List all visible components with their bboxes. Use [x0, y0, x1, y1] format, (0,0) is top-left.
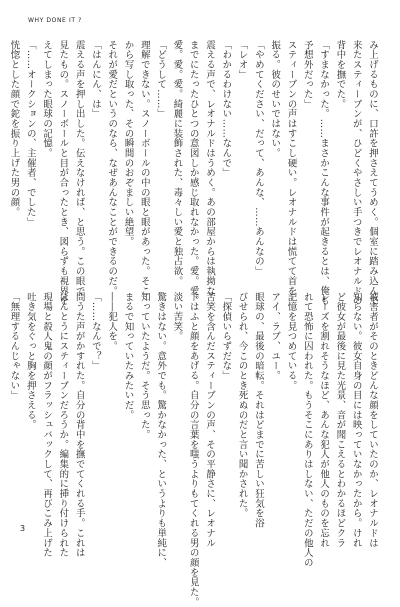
text-line: レーズを割れそうなほど、あんな犯人が他人のものを忘れ: [318, 292, 330, 548]
text-line: み上げるものに、口許を押さえてうめく。個室に踏み込んで: [367, 40, 378, 306]
running-header: WHY DONE IT ?: [28, 17, 82, 24]
text-line: 愛。愛。愛。綺麗に装飾された、毒々しい愛と独占欲。: [171, 40, 183, 286]
text-line: それが愛だというのなら、なぜあんなことができるのだ。: [106, 40, 118, 296]
text-line: 驚きはない。意外でも。驚かなかった、というよりも単純に、: [155, 292, 167, 568]
text-line: 恍惚とした顔で鉈を振り上げた男の顔。: [8, 40, 20, 218]
text-line: 「はんにん、は」: [89, 40, 101, 119]
text-line: 来たスティーブンが、ひどくやさしい手つきでレオナルドの: [350, 40, 362, 306]
text-line: 「どうして……」: [155, 40, 167, 119]
text-line: 背中を撫でた。: [334, 40, 346, 109]
text-line: 「やめてください、だって、あんな、……あんなの」: [252, 40, 264, 277]
text-line: 振る。彼のせいではない。: [269, 40, 281, 159]
text-line: 眼球の、最後の暗転。それはどまでに苦しい狂気を浴: [252, 292, 264, 529]
text-line: 知っていたようだ。そう思った。: [138, 292, 150, 440]
text-line: 記憶を見つめている。: [285, 292, 297, 391]
text-line: びせられ、今このとき死ぬのだと言い聞かされた。: [236, 292, 248, 519]
text-line: 震える声を押し出した。伝えなければ、と思う。この眼で: [73, 40, 85, 296]
text-line: アイ、ラブ、ユー。: [269, 292, 281, 381]
text-line: 予想外だった」: [301, 40, 313, 109]
text-line: 苦笑を含んだスティーブンの声、その平静さに、レオナル: [204, 292, 216, 548]
text-line: 理解できない。スノーボールの中の眼と眼があった。そこ: [138, 40, 150, 296]
lower-text-column: [5, 292, 380, 607]
text-line: 見たもの。スノーボールと目が合ったとき、図らずも視界を: [57, 40, 69, 306]
text-line: 現場と殺人鬼の顔がフラッシュバックして、再びこみ上げた: [41, 292, 53, 558]
text-line: スティーブンの声はすこし硬い。レオナルドは慌てて首を: [285, 40, 297, 296]
text-line: ど彼女が最後に見た光景、音が聞こえるとわかるほどクラ: [334, 292, 346, 548]
page-number: 3: [20, 524, 26, 533]
text-line: 「無理するんじゃない」: [8, 292, 20, 401]
text-line: 「わかるわけない……なんで」: [220, 40, 232, 178]
text-line: えてしまった眼球の記憶。: [41, 40, 53, 159]
text-line: 「……なんで？」: [89, 292, 101, 371]
text-line: まるで知っていたみたいだ。: [122, 292, 134, 420]
text-line: ほんとうにスティーブンだろうか。編集的に挿り付けられた: [57, 292, 69, 558]
text-line: 「すまなかった。……まさかこんな事件が起きるとは、俺も: [318, 40, 330, 306]
text-line: 「レオ」: [236, 40, 248, 80]
text-line: 淡い苦笑。: [171, 292, 183, 342]
text-line: 吐き気をぐっと胸を押さえる。: [24, 292, 36, 430]
text-line: 「探偵いらずだな」: [220, 292, 232, 381]
text-line: 知らない。彼女自身の目には映っていなかったから。けれ: [350, 292, 362, 548]
text-line: 震える声で、レオナルドはうめく。あの部屋からは執拗な: [204, 40, 216, 296]
upper-text-column: [5, 40, 380, 306]
text-line: ドはふと顔をあげる。自分の言葉を嗤うよりもてくれる男の顔を見た。: [187, 292, 199, 607]
text-line: から写し取った、その瞬間のおぞましい絶望。: [122, 40, 134, 247]
text-line: 被害者がそのときどんな顔をしていたのか、レオナルドは: [367, 292, 378, 548]
text-line: ――犯人を。: [106, 292, 118, 352]
text-line: れて恐怖に囚われた。もうそこにありはしない、ただの他人の: [301, 292, 313, 568]
text-line: 「……オークションの、主催者、でした」: [24, 40, 36, 227]
text-line: までにたったひとつの意図しか感じ取れなかった。愛。愛。: [187, 40, 199, 306]
text-line: 問うた声がかすれた。自分の背中を撫でてくれる手。これは: [73, 292, 85, 558]
